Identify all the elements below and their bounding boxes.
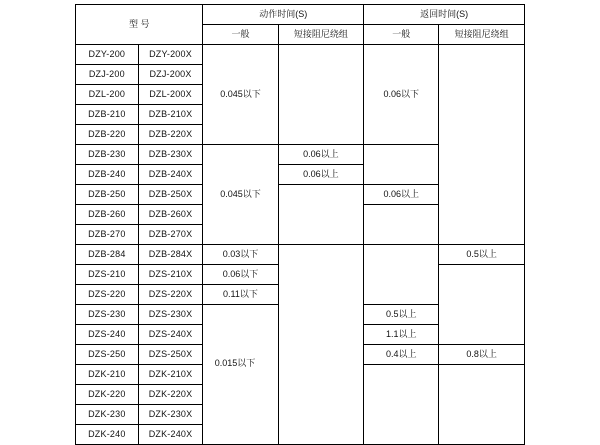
cell-model-x: DZK-240X [138, 425, 203, 445]
cell-return-damping-s250: 0.8以上 [439, 345, 525, 365]
cell-action-general-group-1: 0.045以下 [203, 45, 278, 145]
cell-action-general-dzk: 0.015以下 [214, 358, 256, 368]
column-header-action-damping: 短接阻尼绕组 [278, 25, 364, 45]
relay-timing-table [75, 4, 525, 445]
cell-model-x: DZB-270X [138, 225, 203, 245]
cell-return-general-blank [364, 145, 439, 185]
cell-model: DZS-250 [76, 345, 139, 365]
cell-return-general-blank [364, 205, 439, 245]
cell-model: DZJ-200 [76, 65, 139, 85]
cell-model: DZK-210 [76, 365, 139, 385]
cell-return-damping-270: 0.5以上 [439, 245, 525, 265]
cell-model-x: DZK-210X [138, 365, 203, 385]
cell-model: DZS-220 [76, 285, 139, 305]
cell-action-general-284: 0.03以下 [203, 245, 278, 265]
cell-action-damping-blank [278, 245, 364, 445]
cell-model: DZB-284 [76, 245, 139, 265]
cell-model: DZK-240 [76, 425, 139, 445]
cell-model-x: DZB-210X [138, 105, 203, 125]
cell-model-x: DZS-230X [138, 305, 203, 325]
cell-model: DZB-210 [76, 105, 139, 125]
column-header-return-general: 一般 [364, 25, 439, 45]
cell-action-general-s210: 0.06以下 [203, 265, 278, 285]
cell-action-damping-230: 0.06以上 [278, 145, 364, 165]
cell-model: DZY-200 [76, 45, 139, 65]
cell-return-general-s240: 1.1以上 [364, 325, 439, 345]
cell-model-x: DZB-230X [138, 145, 203, 165]
cell-model-x: DZB-284X [138, 245, 203, 265]
cell-model-x: DZY-200X [138, 45, 203, 65]
cell-action-damping-blank [278, 45, 364, 145]
cell-model-x: DZB-220X [138, 125, 203, 145]
cell-model: DZK-230 [76, 405, 139, 425]
cell-model-x: DZB-260X [138, 205, 203, 225]
cell-model-x: DZJ-200X [138, 65, 203, 85]
table-header-row-groups [76, 5, 525, 25]
table-body [76, 45, 525, 445]
cell-return-general-blank [364, 365, 439, 445]
cell-model-x: DZS-210X [138, 265, 203, 285]
cell-action-general-group-2: 0.045以下 [203, 145, 278, 245]
column-group-return-time: 返回时间(S) [364, 5, 525, 25]
cell-model: DZK-220 [76, 385, 139, 405]
cell-return-general-group-1: 0.06以下 [364, 45, 439, 145]
cell-return-general-250: 0.06以上 [364, 185, 439, 205]
cell-model: DZB-260 [76, 205, 139, 225]
cell-model: DZB-250 [76, 185, 139, 205]
cell-model: DZB-240 [76, 165, 139, 185]
cell-return-damping-blank [439, 45, 525, 245]
cell-return-general-s230: 0.5以上 [364, 305, 439, 325]
cell-return-general-s250: 0.4以上 [364, 345, 439, 365]
cell-model-x: DZS-240X [138, 325, 203, 345]
cell-model: DZS-240 [76, 325, 139, 345]
cell-model-x: DZL-200X [138, 85, 203, 105]
cell-action-damping-blank [278, 185, 364, 245]
cell-model: DZS-210 [76, 265, 139, 285]
cell-model-x: DZS-250X [138, 345, 203, 365]
cell-return-damping-blank [439, 365, 525, 445]
cell-model: DZS-230 [76, 305, 139, 325]
cell-action-general-s220: 0.11以下 [203, 285, 278, 305]
column-header-return-damping: 短接阻尼绕组 [439, 25, 525, 45]
cell-model-x: DZB-240X [138, 165, 203, 185]
table-row [76, 245, 525, 265]
column-header-model: 型 号 [76, 5, 203, 45]
column-group-action-time: 动作时间(S) [203, 5, 364, 25]
cell-action-damping-240: 0.06以上 [278, 165, 364, 185]
cell-return-general-blank [364, 245, 439, 305]
cell-model-x: DZB-250X [138, 185, 203, 205]
cell-return-damping-blank [439, 265, 525, 345]
table-header [76, 5, 525, 45]
table-row [76, 45, 525, 65]
cell-model: DZB-220 [76, 125, 139, 145]
cell-model: DZB-270 [76, 225, 139, 245]
cell-action-general-blank [203, 305, 278, 445]
cell-model: DZL-200 [76, 85, 139, 105]
column-header-action-general: 一般 [203, 25, 278, 45]
cell-model: DZB-230 [76, 145, 139, 165]
cell-model-x: DZK-230X [138, 405, 203, 425]
cell-model-x: DZK-220X [138, 385, 203, 405]
cell-model-x: DZS-220X [138, 285, 203, 305]
